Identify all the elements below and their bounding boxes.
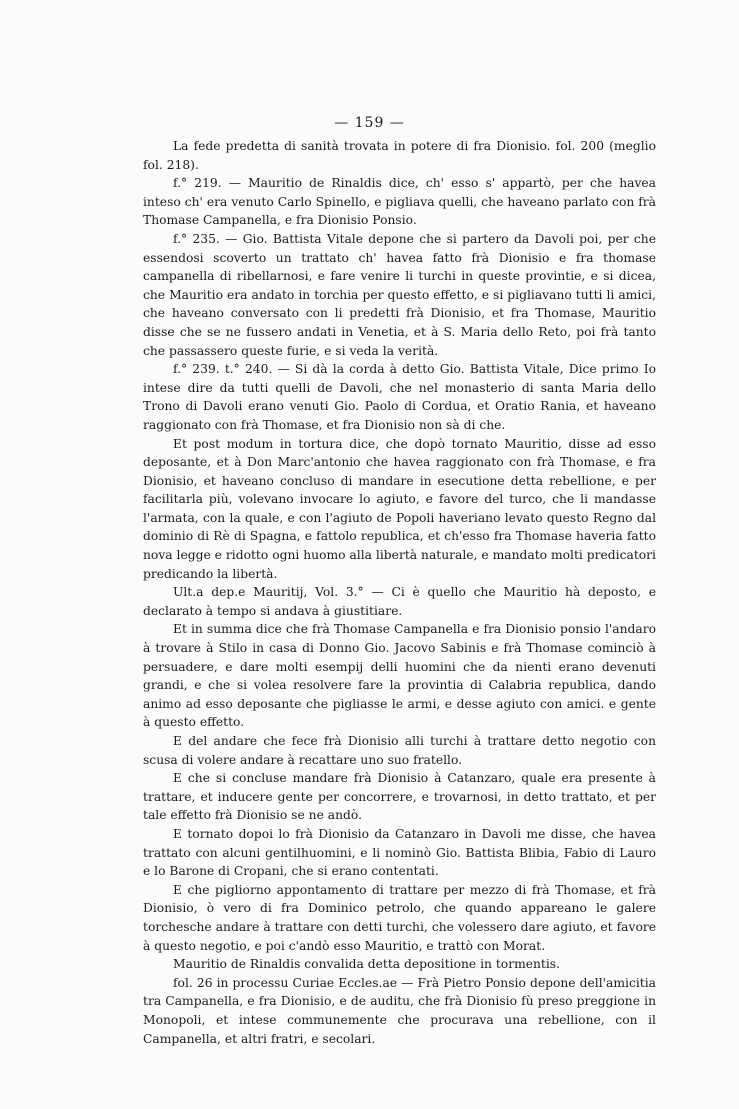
paragraph-11: E che pigliorno appontamento di trattare per mezzo di frà Thomase, et frà Dionisio, ò vero di fra Dominico petrolo, che quando appareano le galere torchesche andare à trattare con detti turchi, che volessero dare agiuto, et favore à questo negotio, e poi c'andò esso Mauritio, e trattò con Morat. <box>143 882 656 953</box>
page-number: — 159 — <box>334 115 405 131</box>
paragraph-5: Et post modum in tortura dice, che dopò tornato Mauritio, disse ad esso deposante, et à Don Marc'antonio che havea raggionato con frà Thomase, e fra Dionisio, et haveano concluso di mandare in esecutione detta rebellione, e per facilitarla più, volevano invocare lo agiuto, e favore del turco, che li mandasse l'armata, con la quale, e con l'agiuto de Popoli haveriano levato questo Regno dal dominio di Rè di Spagna, e fattolo republica, et ch'esso fra Thomase haveria fatto nova legge e ridotto ogni huomo alla libertà naturale, e mandato molti predicatori predicando la libertà. <box>143 436 656 581</box>
paragraph-2: f.° 219. — Mauritio de Rinaldis dice, ch' esso s' appartò, per che havea inteso ch' era venuto Carlo Spinello, e pigliava quelli, che haveano parlato con frà Thomase Campanella, e fra Dionisio Ponsio. <box>143 176 656 228</box>
paragraph-6: Ult.a dep.e Mauritij, Vol. 3.° — Ci è quello che Mauritio hà deposto, e declarato à tempo si andava à giustitiare. <box>143 585 656 618</box>
paragraph-8: E del andare che fece frà Dionisio alli turchi à trattare detto negotio con scusa di volere andare à recattare uno suo fratello. <box>143 734 656 767</box>
paragraph-9: E che si concluse mandare frà Dionisio à Catanzaro, quale era presente à trattare, et inducere gente per concorrere, e trovarnosi, in detto trattato, et per tale effetto frà Dionisio se ne andò. <box>143 771 656 823</box>
paragraph-1: La fede predetta di sanità trovata in potere di fra Dionisio. fol. 200 (meglio fol. 218). <box>143 139 656 172</box>
paragraph-7: Et in summa dice che frà Thomase Campanella e fra Dionisio ponsio l'andaro à trovare à Stilo in casa di Donno Gio. Jacovo Sabinis e frà Thomase cominciò à persuadere, e dare molti esempij delli huomini che da nienti erano devenuti grandi, e che si volea resolvere fare la provintia di Calabria republica, dando animo ad esso deposante che pigliasse le armi, e desse agiuto con amici. e gente à questo effetto. <box>143 622 656 730</box>
paragraph-13: fol. 26 in processu Curiae Eccles.ae — Frà Pietro Ponsio depone dell'amicitia tra Campanella, e fra Dionisio, e de auditu, che frà Dionisio fù preso preggione in Monopoli, et intese communemente che procurava una rebellione, con il Campanella, et altri fratri, e secolari. <box>143 975 656 1046</box>
body-text <box>143 137 656 1048</box>
paragraph-10: E tornato dopoi lo frà Dionisio da Catanzaro in Davoli me disse, che havea trattato con alcuni gentilhuomini, e li nominò Gio. Battista Blibia, Fabio di Lauro e lo Barone di Cropani, che si erano contentati. <box>143 826 656 879</box>
paragraph-3: f.° 235. — Gio. Battista Vitale depone che si partero da Davoli poi, per che essendosi scoverto un trattato ch' havea fatto frà Dionisio e fra thomase campanella di ribellarnosi, e fare venire li turchi in queste provintie, e si dicea, che Mauritio era andato in torchia per questo effetto, e si pigliavano tutti li amici, che haveano conversato con li predetti frà Dionisio, et fra Thomase, Mauritio disse che se ne fussero andati in Venetia, et à S. Maria dello Reto, poi frà tanto che passassero queste furie, e si veda la verità. <box>143 231 656 358</box>
paragraph-12: Mauritio de Rinaldis convalida detta depositione in tormentis. <box>173 957 561 972</box>
paragraph-4: f.° 239. t.° 240. — Si dà la corda à detto Gio. Battista Vitale, Dice primo Io intese dire da tutti quelli de Davoli, che nel monasterio di santa Maria dello Trono di Davoli erano venuti Gio. Paolo di Cordua, et Oratio Rania, et haveano raggionato con frà Thomase, et fra Dionisio non sà di che. <box>143 362 656 432</box>
